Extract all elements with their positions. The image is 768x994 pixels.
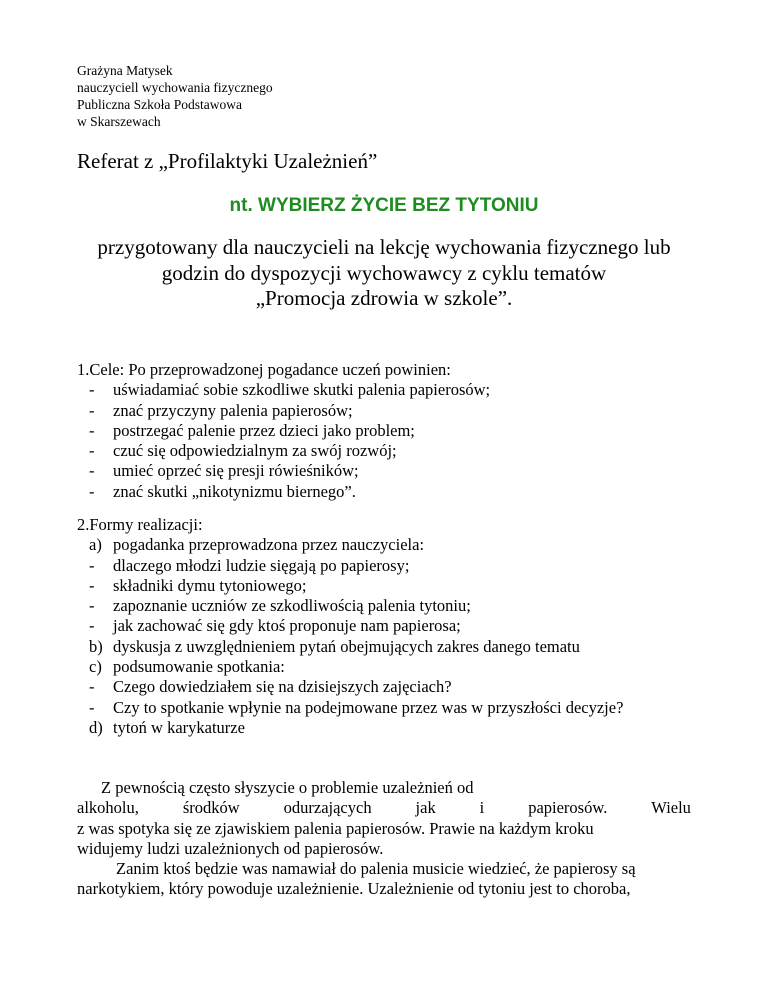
body-text (77, 778, 691, 900)
list-item-text: jak zachować się gdy ktoś proponuje nam papierosa; (113, 616, 461, 636)
list-item-text: Czy to spotkanie wpłynie na podejmowane przez was w przyszłości decyzje? (113, 697, 624, 717)
paragraph-line: z was spotyka się ze zjawiskiem palenia papierosów. Prawie na każdym kroku (77, 818, 594, 838)
list-item-text: dyskusja z uwzględnieniem pytań obejmujących zakres danego tematu (113, 636, 580, 656)
list-marker: d) (89, 717, 103, 737)
author-school: Publiczna Szkoła Podstawowa (77, 97, 242, 112)
list-item-text: uświadamiać sobie szkodliwe skutki palenia papierosów; (113, 380, 491, 400)
list-item (77, 718, 717, 738)
list-item (77, 421, 717, 441)
list-item-text: czuć się odpowiedzialnym za swój rozwój; (113, 441, 397, 461)
list-marker: - (89, 575, 95, 595)
forms-heading-text: 2.Formy realizacji: (77, 515, 203, 534)
list-item (77, 461, 717, 481)
list-marker: - (89, 420, 95, 440)
list-item (77, 441, 717, 461)
list-item (77, 576, 717, 596)
list-item-text: znać skutki „nikotynizmu biernego”. (113, 481, 356, 501)
main-title: nt. WYBIERZ ŻYCIE BEZ TYTONIU (229, 195, 539, 216)
paragraph-line: Zanim ktoś będzie was namawiał do palenia musicie wiedzieć, że papierosy są (116, 859, 636, 879)
list-marker: - (89, 697, 95, 717)
word: papierosów. (528, 798, 608, 818)
list-item (77, 401, 717, 421)
list-marker: - (89, 616, 95, 636)
paragraph-line-justified (77, 798, 691, 818)
list-item (77, 677, 717, 697)
list-marker: b) (89, 636, 103, 656)
list-item-text: tytoń w karykaturze (113, 717, 245, 737)
subtitle (40, 235, 728, 312)
word: jak (415, 798, 436, 818)
goals-heading-text: 1.Cele: Po przeprowadzonej pogadance uczeń powinien: (77, 360, 451, 379)
word: Wielu (651, 798, 691, 818)
forms-heading (77, 515, 717, 535)
referat-title: Referat z „Profilaktyki Uzależnień” (77, 149, 378, 173)
word: alkoholu, (77, 798, 139, 818)
subtitle-line: „Promocja zdrowia w szkole”. (255, 286, 513, 310)
word: odurzających (283, 798, 372, 818)
goals-heading (77, 360, 717, 380)
list-item (77, 556, 717, 576)
list-marker: - (89, 400, 95, 420)
paragraph-line: narkotykiem, który powoduje uzależnienie. Uzależnienie od tytoniu jest to choroba, (77, 879, 631, 899)
list-item (77, 535, 717, 555)
list-item-text: Czego dowiedziałem się na dzisiejszych zajęciach? (113, 677, 452, 697)
list-item-text: zapoznanie uczniów ze szkodliwością palenia tytoniu; (113, 596, 471, 616)
list-marker: - (89, 461, 95, 481)
list-item (77, 616, 717, 636)
author-position: nauczyciell wychowania fizycznego (77, 80, 273, 95)
paragraph-line: Z pewnością często słyszycie o problemie uzależnień od (101, 778, 474, 797)
list-marker: - (89, 441, 95, 461)
list-marker: c) (89, 657, 102, 677)
list-item-text: dlaczego młodzi ludzie sięgają po papierosy; (113, 555, 410, 575)
list-item-text: znać przyczyny palenia papierosów; (113, 400, 353, 420)
goals-section (77, 360, 717, 502)
list-item (77, 482, 717, 502)
forms-section (77, 515, 717, 738)
list-item (77, 657, 717, 677)
list-marker: - (89, 555, 95, 575)
subtitle-line: godzin do dyspozycji wychowawcy z cyklu tematów (161, 260, 607, 285)
word: i (479, 798, 485, 818)
list-marker: a) (89, 535, 102, 555)
subtitle-line: przygotowany dla nauczycieli na lekcję wychowania fizycznego lub (97, 235, 671, 259)
list-marker: - (89, 380, 95, 400)
list-item (77, 596, 717, 616)
list-item-text: postrzegać palenie przez dzieci jako problem; (113, 420, 415, 440)
author-name: Grażyna Matysek (77, 63, 173, 78)
list-marker: - (89, 481, 95, 501)
paragraph-line: widujemy ludzi uzależnionych od papierosów. (77, 838, 384, 858)
author-block (77, 62, 273, 130)
list-marker: - (89, 677, 95, 697)
list-item (77, 698, 717, 718)
list-item (77, 380, 717, 400)
list-marker: - (89, 596, 95, 616)
list-item-text: umieć oprzeć się presji rówieśników; (113, 461, 359, 481)
list-item-text: składniki dymu tytoniowego; (113, 575, 307, 595)
word: środków (182, 798, 240, 818)
list-item (77, 637, 717, 657)
list-item-text: podsumowanie spotkania: (113, 657, 285, 677)
author-town: w Skarszewach (77, 114, 161, 129)
list-item-text: pogadanka przeprowadzona przez nauczyciela: (113, 535, 425, 555)
